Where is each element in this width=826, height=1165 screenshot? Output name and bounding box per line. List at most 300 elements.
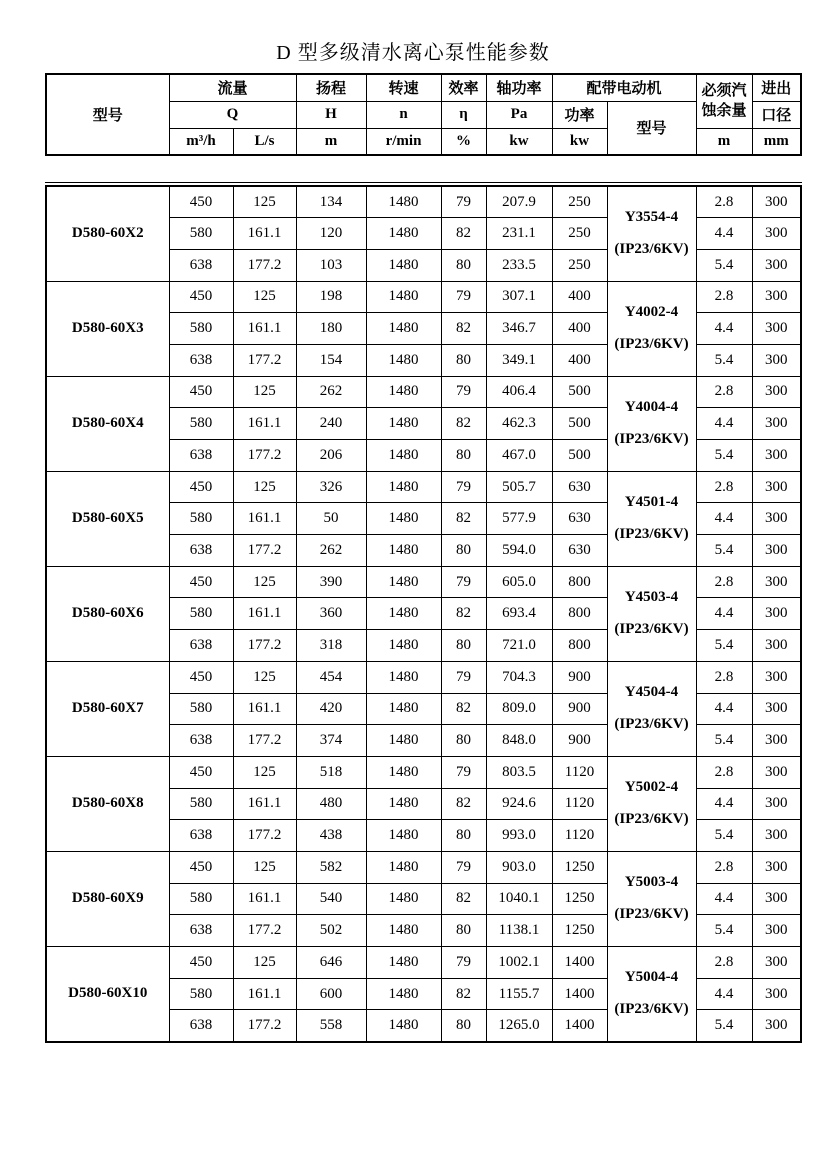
motor-model-text: Y5004-4 (624, 969, 679, 986)
speed-rmin-cell: 1480 (366, 471, 441, 503)
efficiency-pct-cell: 80 (441, 630, 486, 662)
efficiency-pct-cell: 79 (441, 947, 486, 979)
npsh-m-cell: 5.4 (696, 249, 752, 281)
motor-model-text: Y4503-4 (624, 589, 679, 606)
shaft-power-kw-cell: 349.1 (486, 344, 552, 376)
flow-m3h-cell: 580 (169, 693, 233, 725)
flow-ls-cell: 161.1 (233, 788, 296, 820)
port-mm-cell: 300 (752, 978, 801, 1010)
flow-m3h-cell: 638 (169, 630, 233, 662)
flow-m3h-cell: 580 (169, 218, 233, 250)
npsh-m-cell: 5.4 (696, 440, 752, 472)
flow-m3h-cell: 580 (169, 978, 233, 1010)
efficiency-pct-cell: 80 (441, 344, 486, 376)
npsh-m-cell: 2.8 (696, 566, 752, 598)
npsh-label-line2: 蚀余量 (701, 103, 747, 120)
flow-ls-cell: 125 (233, 947, 296, 979)
motor-power-kw-cell: 800 (552, 566, 607, 598)
npsh-m-cell: 2.8 (696, 851, 752, 883)
head-m-cell: 438 (296, 820, 366, 852)
head-m-cell: 390 (296, 566, 366, 598)
speed-rmin-cell: 1480 (366, 915, 441, 947)
top-double-rule (45, 182, 802, 183)
col-header-port-line1: 进出 (752, 74, 801, 101)
port-mm-cell: 300 (752, 344, 801, 376)
port-mm-cell: 300 (752, 947, 801, 979)
port-mm-cell: 300 (752, 693, 801, 725)
motor-power-kw-cell: 1400 (552, 947, 607, 979)
efficiency-symbol: η (441, 101, 486, 128)
shaft-power-kw-cell: 505.7 (486, 471, 552, 503)
flow-ls-cell: 161.1 (233, 503, 296, 535)
motor-power-kw-cell: 630 (552, 471, 607, 503)
header-row-1 (46, 74, 801, 101)
motor-model-text: Y4501-4 (624, 494, 679, 511)
speed-rmin-cell: 1480 (366, 344, 441, 376)
flow-ls-cell: 161.1 (233, 598, 296, 630)
motor-power-kw-cell: 1120 (552, 756, 607, 788)
port-mm-cell: 300 (752, 883, 801, 915)
port-mm-cell: 300 (752, 630, 801, 662)
flow-m3h-cell: 450 (169, 186, 233, 218)
flow-ls-cell: 161.1 (233, 693, 296, 725)
flow-ls-cell: 177.2 (233, 630, 296, 662)
motor-model-text: Y3554-4 (624, 209, 679, 226)
flow-ls-cell: 177.2 (233, 725, 296, 757)
page-title: D 型多级清水离心泵性能参数 (276, 42, 550, 64)
speed-rmin-cell: 1480 (366, 535, 441, 567)
motor-power-kw-cell: 400 (552, 281, 607, 313)
efficiency-pct-cell: 79 (441, 661, 486, 693)
header-table (45, 73, 802, 156)
flow-m3h-cell: 450 (169, 947, 233, 979)
flow-ls-cell: 125 (233, 186, 296, 218)
npsh-m-cell: 4.4 (696, 978, 752, 1010)
flow-ls-cell: 161.1 (233, 978, 296, 1010)
speed-rmin-cell: 1480 (366, 947, 441, 979)
port-mm-cell: 300 (752, 471, 801, 503)
efficiency-pct-cell: 79 (441, 281, 486, 313)
flow-m3h-cell: 450 (169, 661, 233, 693)
head-m-cell: 480 (296, 788, 366, 820)
motor-model-text: Y5003-4 (624, 874, 679, 891)
npsh-m-cell: 4.4 (696, 218, 752, 250)
port-mm-cell: 300 (752, 218, 801, 250)
flow-m3h-cell: 638 (169, 1010, 233, 1042)
efficiency-pct-cell: 79 (441, 566, 486, 598)
head-symbol: H (296, 101, 366, 128)
motor-power-kw-cell: 500 (552, 376, 607, 408)
motor-spec-text: (IP23/6KV) (614, 1000, 689, 1017)
motor-power-kw-cell: 1250 (552, 883, 607, 915)
port-mm-cell: 300 (752, 820, 801, 852)
port-mm-cell: 300 (752, 756, 801, 788)
npsh-m-cell: 4.4 (696, 313, 752, 345)
npsh-m-cell: 4.4 (696, 883, 752, 915)
npsh-m-cell: 2.8 (696, 756, 752, 788)
flow-m3h-cell: 580 (169, 883, 233, 915)
head-m-cell: 198 (296, 281, 366, 313)
efficiency-unit: % (441, 128, 486, 155)
speed-rmin-cell: 1480 (366, 978, 441, 1010)
table-row (46, 471, 801, 503)
flow-unit-m3h: m³/h (169, 128, 233, 155)
port-mm-cell: 300 (752, 503, 801, 535)
head-m-cell: 240 (296, 408, 366, 440)
motor-model-text: Y4504-4 (624, 684, 679, 701)
motor-power-kw-cell: 250 (552, 249, 607, 281)
npsh-unit: m (696, 128, 752, 155)
shaft-power-kw-cell: 462.3 (486, 408, 552, 440)
flow-ls-cell: 161.1 (233, 408, 296, 440)
npsh-m-cell: 5.4 (696, 535, 752, 567)
npsh-m-cell: 4.4 (696, 503, 752, 535)
pump-model-cell: D580-60X9 (46, 851, 169, 946)
port-mm-cell: 300 (752, 535, 801, 567)
flow-m3h-cell: 580 (169, 788, 233, 820)
head-m-cell: 540 (296, 883, 366, 915)
motor-power-unit: kw (552, 128, 607, 155)
motor-model-label: 型号 (607, 101, 696, 155)
speed-rmin-cell: 1480 (366, 693, 441, 725)
npsh-m-cell: 4.4 (696, 408, 752, 440)
flow-m3h-cell: 450 (169, 376, 233, 408)
speed-rmin-cell: 1480 (366, 186, 441, 218)
npsh-m-cell: 2.8 (696, 661, 752, 693)
speed-rmin-cell: 1480 (366, 313, 441, 345)
head-m-cell: 600 (296, 978, 366, 1010)
shaft-power-kw-cell: 1155.7 (486, 978, 552, 1010)
pump-model-cell: D580-60X7 (46, 661, 169, 756)
flow-ls-cell: 177.2 (233, 440, 296, 472)
flow-m3h-cell: 580 (169, 503, 233, 535)
shaft-power-kw-cell: 207.9 (486, 186, 552, 218)
motor-model-cell (607, 281, 696, 376)
speed-rmin-cell: 1480 (366, 281, 441, 313)
npsh-m-cell: 5.4 (696, 630, 752, 662)
port-mm-cell: 300 (752, 440, 801, 472)
efficiency-pct-cell: 79 (441, 471, 486, 503)
head-m-cell: 326 (296, 471, 366, 503)
head-unit: m (296, 128, 366, 155)
motor-model-cell (607, 566, 696, 661)
efficiency-pct-cell: 82 (441, 598, 486, 630)
efficiency-pct-cell: 79 (441, 851, 486, 883)
motor-power-kw-cell: 1120 (552, 788, 607, 820)
shaft-power-kw-cell: 704.3 (486, 661, 552, 693)
npsh-m-cell: 2.8 (696, 947, 752, 979)
table-row (46, 566, 801, 598)
flow-ls-cell: 161.1 (233, 218, 296, 250)
speed-rmin-cell: 1480 (366, 756, 441, 788)
efficiency-pct-cell: 80 (441, 249, 486, 281)
efficiency-pct-cell: 82 (441, 978, 486, 1010)
col-header-head: 扬程 (296, 74, 366, 101)
table-row (46, 756, 801, 788)
col-header-port-line2: 口径 (752, 101, 801, 128)
npsh-m-cell: 4.4 (696, 598, 752, 630)
motor-power-kw-cell: 900 (552, 693, 607, 725)
speed-rmin-cell: 1480 (366, 630, 441, 662)
flow-m3h-cell: 638 (169, 440, 233, 472)
npsh-m-cell: 2.8 (696, 471, 752, 503)
flow-m3h-cell: 638 (169, 725, 233, 757)
head-m-cell: 262 (296, 535, 366, 567)
speed-rmin-cell: 1480 (366, 820, 441, 852)
speed-rmin-cell: 1480 (366, 788, 441, 820)
shaft-power-kw-cell: 406.4 (486, 376, 552, 408)
motor-model-cell (607, 756, 696, 851)
motor-spec-text: (IP23/6KV) (614, 335, 689, 352)
efficiency-pct-cell: 79 (441, 186, 486, 218)
port-mm-cell: 300 (752, 313, 801, 345)
pump-model-cell: D580-60X5 (46, 471, 169, 566)
flow-ls-cell: 125 (233, 281, 296, 313)
shaft-power-kw-cell: 809.0 (486, 693, 552, 725)
efficiency-pct-cell: 80 (441, 1010, 486, 1042)
col-header-npsh (696, 74, 752, 128)
motor-model-text: Y4002-4 (624, 303, 679, 320)
col-header-pump-model: 型号 (46, 74, 169, 155)
efficiency-pct-cell: 82 (441, 883, 486, 915)
head-m-cell: 206 (296, 440, 366, 472)
efficiency-pct-cell: 82 (441, 693, 486, 725)
flow-m3h-cell: 638 (169, 344, 233, 376)
efficiency-pct-cell: 80 (441, 725, 486, 757)
npsh-m-cell: 5.4 (696, 725, 752, 757)
speed-rmin-cell: 1480 (366, 598, 441, 630)
motor-power-kw-cell: 800 (552, 598, 607, 630)
flow-ls-cell: 161.1 (233, 313, 296, 345)
head-m-cell: 502 (296, 915, 366, 947)
efficiency-pct-cell: 82 (441, 313, 486, 345)
port-mm-cell: 300 (752, 566, 801, 598)
shaft-power-kw-cell: 1040.1 (486, 883, 552, 915)
efficiency-pct-cell: 80 (441, 440, 486, 472)
flow-ls-cell: 177.2 (233, 1010, 296, 1042)
flow-ls-cell: 125 (233, 376, 296, 408)
motor-power-kw-cell: 630 (552, 535, 607, 567)
motor-model-cell (607, 376, 696, 471)
motor-spec-text: (IP23/6KV) (614, 715, 689, 732)
motor-power-kw-cell: 900 (552, 725, 607, 757)
head-m-cell: 646 (296, 947, 366, 979)
table-row (46, 947, 801, 979)
flow-ls-cell: 125 (233, 471, 296, 503)
speed-rmin-cell: 1480 (366, 566, 441, 598)
flow-m3h-cell: 450 (169, 756, 233, 788)
shaft-power-kw-cell: 346.7 (486, 313, 552, 345)
motor-power-kw-cell: 1250 (552, 915, 607, 947)
flow-ls-cell: 125 (233, 661, 296, 693)
head-m-cell: 374 (296, 725, 366, 757)
motor-model-text: Y5002-4 (624, 779, 679, 796)
table-row (46, 281, 801, 313)
port-mm-cell: 300 (752, 598, 801, 630)
npsh-label-line1: 必须汽 (701, 83, 747, 100)
motor-model-cell (607, 661, 696, 756)
port-mm-cell: 300 (752, 186, 801, 218)
flow-m3h-cell: 638 (169, 535, 233, 567)
flow-m3h-cell: 580 (169, 408, 233, 440)
motor-spec-text: (IP23/6KV) (614, 240, 689, 257)
head-m-cell: 50 (296, 503, 366, 535)
shaft-power-kw-cell: 233.5 (486, 249, 552, 281)
flow-m3h-cell: 580 (169, 598, 233, 630)
col-header-efficiency: 效率 (441, 74, 486, 101)
motor-power-kw-cell: 250 (552, 186, 607, 218)
port-mm-cell: 300 (752, 408, 801, 440)
speed-rmin-cell: 1480 (366, 725, 441, 757)
col-header-motor: 配带电动机 (552, 74, 696, 101)
head-m-cell: 558 (296, 1010, 366, 1042)
head-m-cell: 518 (296, 756, 366, 788)
speed-rmin-cell: 1480 (366, 883, 441, 915)
body-table-block (0, 182, 826, 1043)
table-row (46, 661, 801, 693)
motor-spec-text: (IP23/6KV) (614, 905, 689, 922)
port-mm-cell: 300 (752, 376, 801, 408)
flow-m3h-cell: 450 (169, 471, 233, 503)
head-m-cell: 154 (296, 344, 366, 376)
port-mm-cell: 300 (752, 915, 801, 947)
table-row (46, 186, 801, 218)
head-m-cell: 134 (296, 186, 366, 218)
head-m-cell: 454 (296, 661, 366, 693)
motor-spec-text: (IP23/6KV) (614, 810, 689, 827)
port-mm-cell: 300 (752, 281, 801, 313)
motor-model-cell (607, 471, 696, 566)
efficiency-pct-cell: 79 (441, 376, 486, 408)
flow-m3h-cell: 638 (169, 820, 233, 852)
speed-rmin-cell: 1480 (366, 218, 441, 250)
speed-rmin-cell: 1480 (366, 661, 441, 693)
motor-model-cell (607, 947, 696, 1042)
flow-m3h-cell: 450 (169, 566, 233, 598)
npsh-m-cell: 4.4 (696, 788, 752, 820)
shaft-power-kw-cell: 594.0 (486, 535, 552, 567)
flow-ls-cell: 125 (233, 851, 296, 883)
shaft-power-kw-cell: 307.1 (486, 281, 552, 313)
speed-rmin-cell: 1480 (366, 249, 441, 281)
flow-m3h-cell: 638 (169, 915, 233, 947)
port-unit: mm (752, 128, 801, 155)
efficiency-pct-cell: 82 (441, 788, 486, 820)
shaft-power-kw-cell: 231.1 (486, 218, 552, 250)
shaft-power-kw-cell: 605.0 (486, 566, 552, 598)
speed-symbol: n (366, 101, 441, 128)
speed-rmin-cell: 1480 (366, 440, 441, 472)
efficiency-pct-cell: 80 (441, 915, 486, 947)
motor-spec-text: (IP23/6KV) (614, 620, 689, 637)
speed-rmin-cell: 1480 (366, 1010, 441, 1042)
motor-power-kw-cell: 1400 (552, 978, 607, 1010)
speed-rmin-cell: 1480 (366, 851, 441, 883)
motor-model-cell (607, 851, 696, 946)
shaft-power-kw-cell: 1138.1 (486, 915, 552, 947)
pump-model-cell: D580-60X4 (46, 376, 169, 471)
motor-power-kw-cell: 250 (552, 218, 607, 250)
flow-symbol: Q (169, 101, 296, 128)
motor-power-kw-cell: 500 (552, 440, 607, 472)
motor-spec-text: (IP23/6KV) (614, 525, 689, 542)
motor-power-kw-cell: 400 (552, 344, 607, 376)
motor-spec-text: (IP23/6KV) (614, 430, 689, 447)
motor-power-kw-cell: 900 (552, 661, 607, 693)
speed-unit: r/min (366, 128, 441, 155)
head-m-cell: 318 (296, 630, 366, 662)
efficiency-pct-cell: 82 (441, 503, 486, 535)
npsh-m-cell: 5.4 (696, 1010, 752, 1042)
npsh-m-cell: 5.4 (696, 820, 752, 852)
motor-power-kw-cell: 1250 (552, 851, 607, 883)
motor-model-text: Y4004-4 (624, 398, 679, 415)
pump-model-cell: D580-60X6 (46, 566, 169, 661)
shaft-power-kw-cell: 803.5 (486, 756, 552, 788)
col-header-flow: 流量 (169, 74, 296, 101)
shaft-power-kw-cell: 693.4 (486, 598, 552, 630)
port-mm-cell: 300 (752, 249, 801, 281)
head-m-cell: 360 (296, 598, 366, 630)
flow-ls-cell: 125 (233, 756, 296, 788)
motor-power-kw-cell: 400 (552, 313, 607, 345)
col-header-speed: 转速 (366, 74, 441, 101)
shaft-power-kw-cell: 993.0 (486, 820, 552, 852)
flow-unit-ls: L/s (233, 128, 296, 155)
pump-model-cell: D580-60X10 (46, 947, 169, 1042)
body-table (45, 185, 802, 1043)
motor-power-kw-cell: 800 (552, 630, 607, 662)
flow-m3h-cell: 580 (169, 313, 233, 345)
pump-model-cell: D580-60X3 (46, 281, 169, 376)
flow-ls-cell: 161.1 (233, 883, 296, 915)
shaft-power-kw-cell: 848.0 (486, 725, 552, 757)
speed-rmin-cell: 1480 (366, 408, 441, 440)
shaft-power-kw-cell: 924.6 (486, 788, 552, 820)
shaft-power-symbol: Pa (486, 101, 552, 128)
body-table-rows (46, 186, 801, 1042)
npsh-m-cell: 5.4 (696, 915, 752, 947)
head-m-cell: 120 (296, 218, 366, 250)
shaft-power-kw-cell: 903.0 (486, 851, 552, 883)
head-m-cell: 420 (296, 693, 366, 725)
port-mm-cell: 300 (752, 788, 801, 820)
shaft-power-kw-cell: 467.0 (486, 440, 552, 472)
head-m-cell: 262 (296, 376, 366, 408)
port-mm-cell: 300 (752, 1010, 801, 1042)
head-m-cell: 180 (296, 313, 366, 345)
flow-ls-cell: 177.2 (233, 344, 296, 376)
shaft-power-kw-cell: 1002.1 (486, 947, 552, 979)
head-m-cell: 582 (296, 851, 366, 883)
port-mm-cell: 300 (752, 851, 801, 883)
npsh-m-cell: 2.8 (696, 186, 752, 218)
flow-ls-cell: 177.2 (233, 915, 296, 947)
motor-power-kw-cell: 630 (552, 503, 607, 535)
motor-model-cell (607, 186, 696, 281)
speed-rmin-cell: 1480 (366, 376, 441, 408)
efficiency-pct-cell: 82 (441, 408, 486, 440)
motor-power-label: 功率 (552, 101, 607, 128)
flow-m3h-cell: 638 (169, 249, 233, 281)
flow-ls-cell: 177.2 (233, 249, 296, 281)
table-row (46, 376, 801, 408)
shaft-power-kw-cell: 721.0 (486, 630, 552, 662)
pump-model-cell: D580-60X8 (46, 756, 169, 851)
shaft-power-kw-cell: 1265.0 (486, 1010, 552, 1042)
npsh-m-cell: 4.4 (696, 693, 752, 725)
efficiency-pct-cell: 80 (441, 820, 486, 852)
